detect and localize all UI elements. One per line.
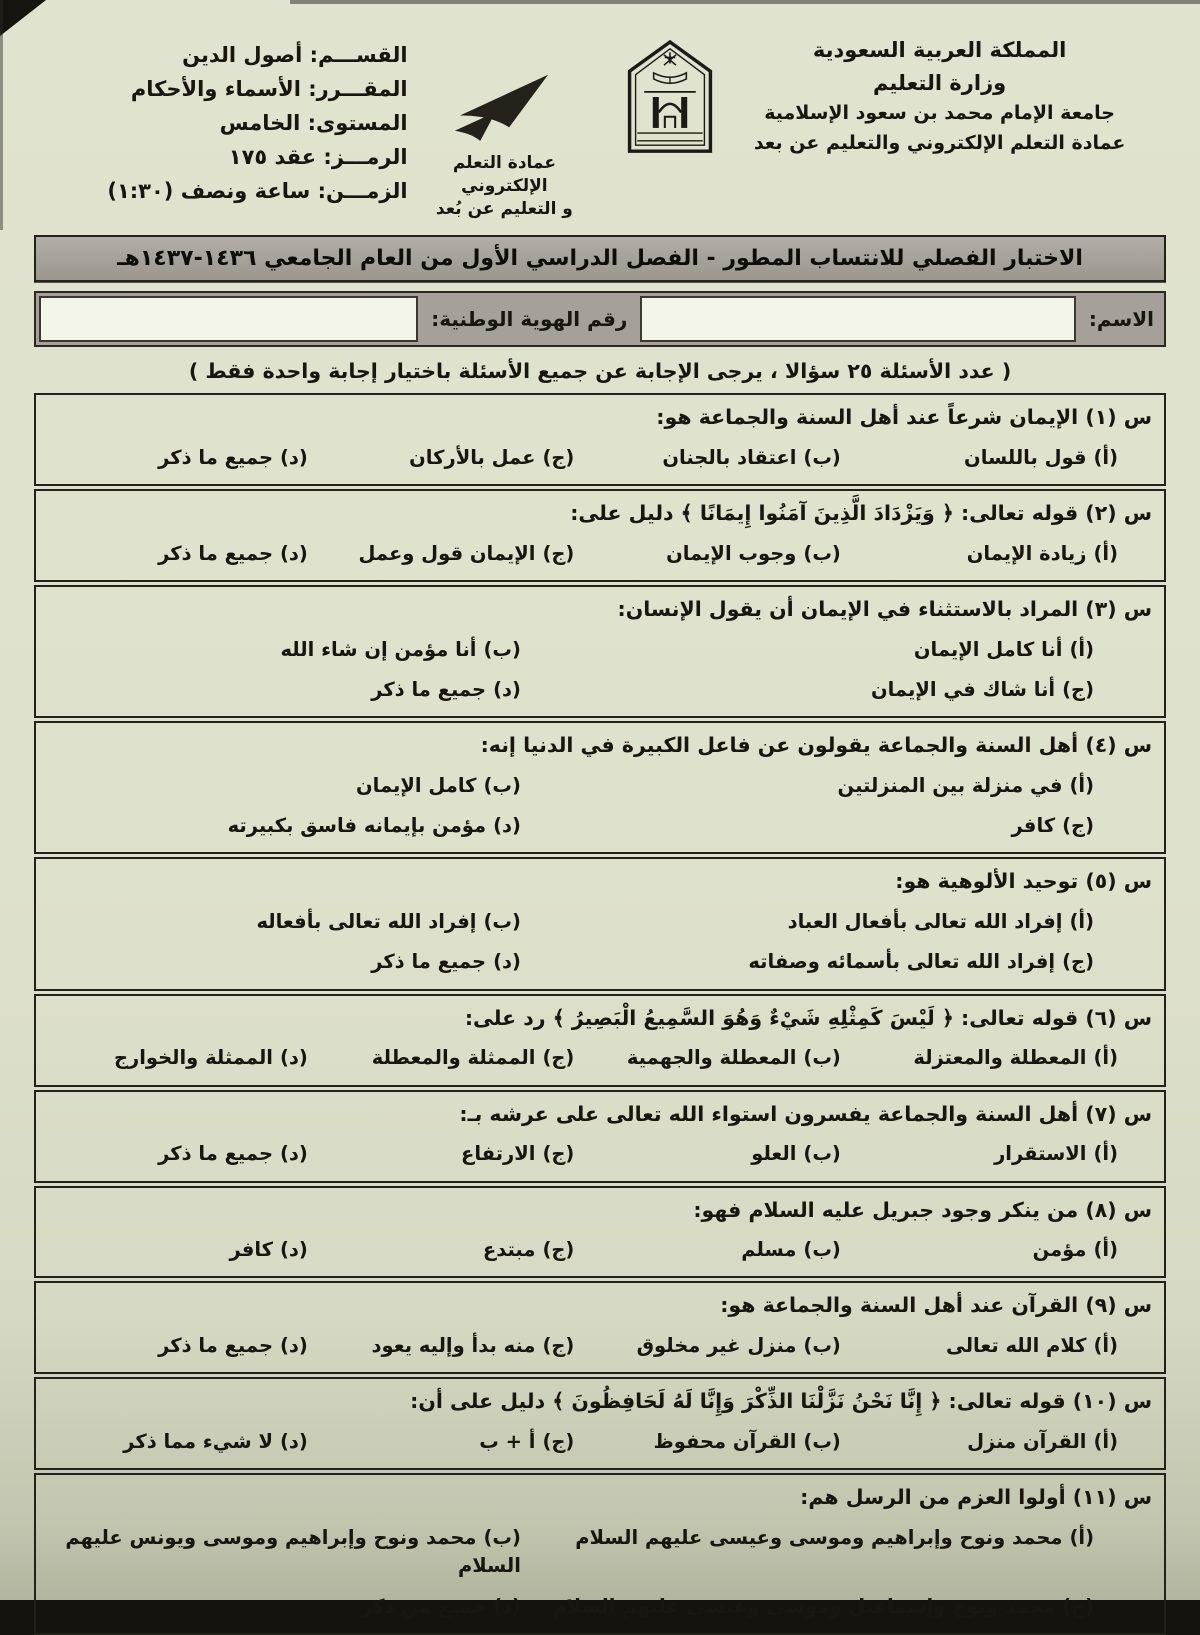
option-c: (ج)أنا شاك في الإيمان: [870, 677, 1094, 701]
option-c: (ج)إفراد الله تعالى بأسمائه وصفاته: [748, 950, 1094, 974]
question-11: [34, 1473, 1166, 1635]
question-3: [34, 585, 1166, 718]
info-level: المستوى: الخامس: [219, 111, 408, 136]
info-course: المقـــرر: الأسماء والأحكام: [130, 77, 408, 102]
name-label: الاسم:: [1079, 293, 1164, 345]
info-duration: الزمـــن: ساعة ونصف (١:٣٠): [107, 179, 408, 204]
question-1-options: [48, 444, 1152, 472]
question-11-text: س (١١) أولوا العزم من الرسل هم:: [800, 1485, 1152, 1510]
option-d: (د)جميع ما ذكر: [158, 1142, 308, 1166]
option-a: (أ)أنا كامل الإيمان: [913, 637, 1094, 661]
question-6: [34, 994, 1166, 1087]
info-department: القســـم: أصول الدين: [182, 43, 408, 67]
question-5-text: س (٥) توحيد الألوهية هو:: [895, 869, 1152, 894]
question-8-text: س (٨) من ينكر وجود جبريل عليه السلام فهو:: [693, 1197, 1152, 1222]
ministry-line: وزارة التعليم: [872, 70, 1007, 95]
option-b: (ب)كامل الإيمان: [355, 773, 521, 797]
national-id-label: رقم الهوية الوطنية:: [421, 293, 637, 345]
question-8-options: [48, 1236, 1152, 1264]
option-a: (أ)مؤمن: [1032, 1238, 1118, 1262]
question-6-text: س (٦) قوله تعالى: ﴿ لَيْسَ كَمِثْلِهِ شَيْءٌ وَهُوَ السَّمِيعُ الْبَصِيرُ ﴾ رد على:: [464, 1005, 1152, 1030]
option-d: (د)لا شيء مما ذكر: [123, 1430, 308, 1454]
question-10: [34, 1377, 1166, 1470]
question-9-text: س (٩) القرآن عند أهل السنة والجماعة هو:: [720, 1293, 1152, 1318]
option-b: (ب)محمد ونوح وإبراهيم وموسى ويونس عليهم السلام: [65, 1526, 521, 1578]
option-a: (أ)في منزلة بين المنزلتين: [837, 773, 1094, 797]
university-line: جامعة الإمام محمد بن سعود الإسلامية: [764, 102, 1115, 125]
option-b: (ب)أنا مؤمن إن شاء الله: [280, 637, 521, 661]
deanship-line: عمادة التعلم الإلكتروني والتعليم عن بعد: [753, 131, 1126, 154]
option-b: (ب)منزل غير مخلوق: [636, 1334, 841, 1358]
question-6-options: [48, 1044, 1152, 1072]
option-b: (ب)مسلم: [741, 1238, 841, 1262]
option-c: (ج)مبتدع: [482, 1238, 575, 1262]
option-a: (أ)قول باللسان: [964, 445, 1118, 469]
exam-title-bar: الاختبار الفصلي للانتساب المطور - الفصل الدراسي الأول من العام الجامعي ١٤٣٦-١٤٣٧هـ: [34, 235, 1166, 282]
elearning-caption-line1: عمادة التعلم الإلكتروني: [452, 153, 556, 196]
option-d: (د)كافر: [229, 1238, 308, 1262]
question-7-options: [48, 1140, 1152, 1168]
option-a: (أ)كلام الله تعالى: [945, 1334, 1118, 1358]
option-c: (ج)الارتفاع: [461, 1142, 575, 1166]
question-7-text: س (٧) أهل السنة والجماعة يفسرون استواء الله تعالى على عرشه بـ:: [459, 1101, 1152, 1126]
option-d: (د)جميع ما ذكر: [158, 445, 308, 469]
exam-instruction: ( عدد الأسئلة ٢٥ سؤالا ، يرجى الإجابة عن جميع الأسئلة باختيار إجابة واحدة فقط ): [188, 358, 1012, 383]
question-4-options: [48, 772, 1152, 841]
question-2-options: [48, 540, 1152, 568]
elearning-bird-icon: [442, 68, 566, 146]
question-10-options: [48, 1428, 1152, 1456]
option-a: (أ)محمد ونوح وإبراهيم وموسى وعيسى عليهم السلام: [575, 1526, 1094, 1550]
question-9-options: [48, 1332, 1152, 1360]
question-11-options: [48, 1524, 1152, 1621]
question-9: [34, 1281, 1166, 1374]
national-id-field: [39, 296, 418, 342]
option-d: (د)جميع ما ذكر: [371, 677, 521, 701]
option-c: (ج)الممثلة والمعطلة: [371, 1046, 575, 1070]
question-8: [34, 1186, 1166, 1279]
option-c: (ج)كافر: [1011, 814, 1094, 838]
option-a: (أ)المعطلة والمعتزلة: [913, 1046, 1118, 1070]
question-4-text: س (٤) أهل السنة والجماعة يقولون عن فاعل الكبيرة في الدنيا إنه:: [480, 733, 1152, 758]
option-d: (د)جميع ما ذكر: [158, 541, 308, 565]
option-d: (د)جميع ما ذكر: [371, 950, 521, 974]
option-d: (د)جميع ما ذكر: [158, 1334, 308, 1358]
option-c: (ج)الإيمان قول وعمل: [358, 541, 575, 565]
info-code: الرمـــز: عقد ١٧٥: [228, 145, 408, 170]
option-d: (د)الممثلة والخوارج: [113, 1046, 308, 1070]
option-c: (ج)منه بدأ وإليه يعود: [371, 1334, 575, 1358]
option-b: (ب)المعطلة والجهمية: [626, 1046, 841, 1070]
question-1: [34, 393, 1166, 486]
question-5-options: [48, 908, 1152, 977]
student-identity-row: [34, 291, 1166, 347]
ministry-calligraphy-block: [713, 26, 1166, 158]
option-b: (ب)اعتقاد بالجنان: [662, 445, 841, 469]
option-b: (ب)وجوب الإيمان: [666, 541, 841, 565]
option-b: (ب)العلو: [751, 1142, 841, 1166]
name-field: [640, 296, 1076, 342]
question-2: [34, 489, 1166, 582]
option-b: (ب)القرآن محفوظ: [653, 1430, 841, 1454]
question-4: [34, 721, 1166, 854]
question-5: [34, 857, 1166, 990]
question-10-text: س (١٠) قوله تعالى: ﴿ إِنَّا نَحْنُ نَزَّلْنَا الذِّكْرَ وَإِنَّا لَهُ لَحَافِظُونَ ﴾ دليل على أن:: [410, 1389, 1152, 1414]
question-3-options: [48, 636, 1152, 705]
option-c: (ج)عمل بالأركان: [409, 445, 575, 469]
course-info-block: [34, 26, 408, 208]
question-3-text: س (٣) المراد بالاستثناء في الإيمان أن يقول الإنسان:: [617, 596, 1152, 621]
option-c: (ج)أ + ب: [479, 1430, 575, 1454]
elearning-caption-line2: و التعليم عن بُعد: [435, 198, 573, 219]
option-c: (ج)محمد ونوح وإسماعيل وموسى وعيسى عليهم السلام: [552, 1594, 1094, 1618]
elearning-deanship-logo: [408, 68, 602, 221]
page-header: [34, 26, 1166, 221]
option-a: (أ)القرآن منزل: [967, 1430, 1118, 1454]
option-a: (أ)الاستقرار: [994, 1142, 1118, 1166]
kingdom-line: المملكة العربية السعودية: [812, 38, 1067, 62]
option-d: (د)مؤمن بإيمانه فاسق بكبيرته: [227, 814, 521, 838]
logos-block: [408, 26, 714, 221]
option-b: (ب)إفراد الله تعالى بأفعاله: [256, 910, 521, 933]
question-2-text: س (٢) قوله تعالى: ﴿ وَيَزْدَادَ الَّذِينَ آمَنُوا إِيمَانًا ﴾ دليل على:: [570, 500, 1152, 525]
option-a: (أ)زيادة الإيمان: [966, 541, 1118, 565]
question-1-text: س (١) الإيمان شرعاً عند أهل السنة والجماعة هو:: [656, 404, 1152, 429]
option-a: (أ)إفراد الله تعالى بأفعال العباد: [787, 910, 1094, 933]
imam-university-logo-icon: [627, 40, 713, 158]
question-7: [34, 1090, 1166, 1183]
option-d: (د)جميع من ذكر: [360, 1594, 521, 1618]
